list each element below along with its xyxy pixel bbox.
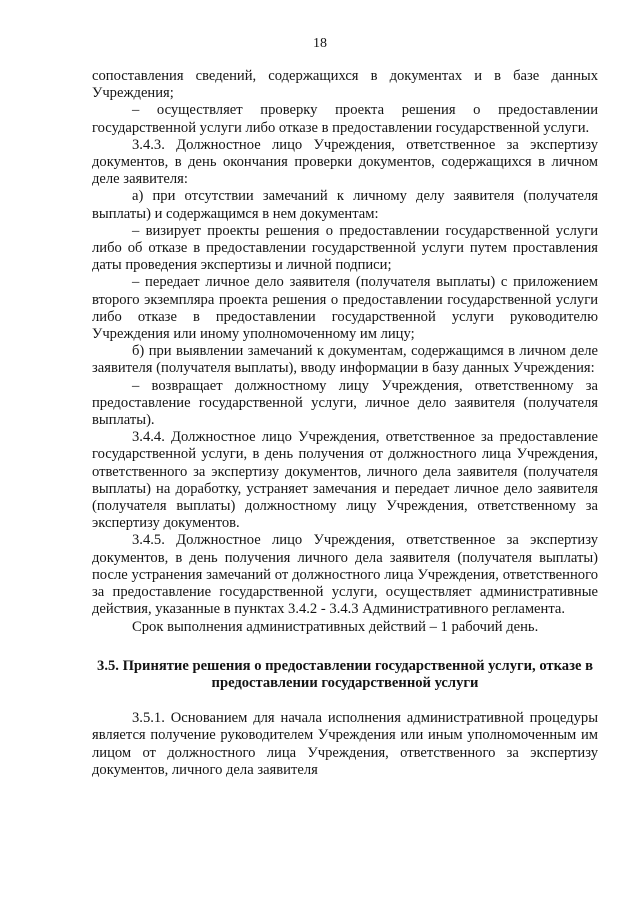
paragraph: а) при отсутствии замечаний к личному делу заявителя (получателя выплаты) и содержащимся в нем документам: — [92, 188, 598, 222]
paragraph: 3.4.3. Должностное лицо Учреждения, ответственное за экспертизу документов, в день окончания проверки документов, содержащихся в личном деле заявителя: — [92, 136, 598, 188]
paragraph: 3.5.1. Основанием для начала исполнения административной процедуры является получение руководителем Учреждения или иным уполномоченным им лицом от должностного лица Учреждения, ответственного за экспертизу документов, личного дела заявителя — [92, 710, 598, 778]
page-number: 18 — [313, 36, 327, 51]
paragraphs-after-section — [92, 710, 598, 779]
paragraph: Срок выполнения административных действий – 1 рабочий день. — [132, 618, 539, 635]
document-body — [92, 68, 598, 779]
paragraph: – осуществляет проверку проекта решения о предоставлении государственной услуги либо отказе в предоставлении государственной услуги. — [92, 102, 598, 136]
paragraph: – визирует проекты решения о предоставлении государственной услуги либо об отказе в предоставлении государственной услуги путем проставления даты проведения экспертизы и личной подписи; — [92, 222, 598, 274]
paragraph: сопоставления сведений, содержащихся в документах и в базе данных Учреждения; — [92, 68, 598, 102]
paragraph: – передает личное дело заявителя (получателя выплаты) с приложением второго экземпляра проекта решения о предоставлении государственной услуги либо отказе в предоставлении государственной услуги руководителю Учреждения или иному уполномоченному им лицу; — [92, 274, 598, 343]
paragraph: – возвращает должностному лицу Учреждения, ответственному за предоставление государственной услуги, личное дело заявителя (получателя выплаты). — [92, 377, 598, 429]
paragraph: 3.4.5. Должностное лицо Учреждения, ответственное за экспертизу документов, в день получения личного дела заявителя (получателя выплаты) после устранения замечаний от должностного лица Учреждения, ответственного за предоставление государственной услуги, осуществляет административные действия, указанные в пунктах 3.4.2 - 3.4.3 Административного регламента. — [92, 532, 598, 618]
paragraph: 3.4.4. Должностное лицо Учреждения, ответственное за предоставление государственной услуги, в день получения от должностного лица Учреждения, ответственного за экспертизу документов, личного дела заявителя (получателя выплаты) на доработку, устраняет замечания и передает личное дело заявителя (получателя выплаты) должностному лицу Учреждения, ответственному за экспертизу документов. — [92, 429, 598, 532]
paragraphs-before-section — [92, 68, 598, 636]
section-title: 3.5. Принятие решения о предоставлении государственной услуги, отказе в предоставлении государственной услуги — [97, 657, 593, 691]
paragraph: б) при выявлении замечаний к документам, содержащимся в личном деле заявителя (получателя выплаты), вводу информации в базу данных Учреждения: — [92, 343, 598, 377]
